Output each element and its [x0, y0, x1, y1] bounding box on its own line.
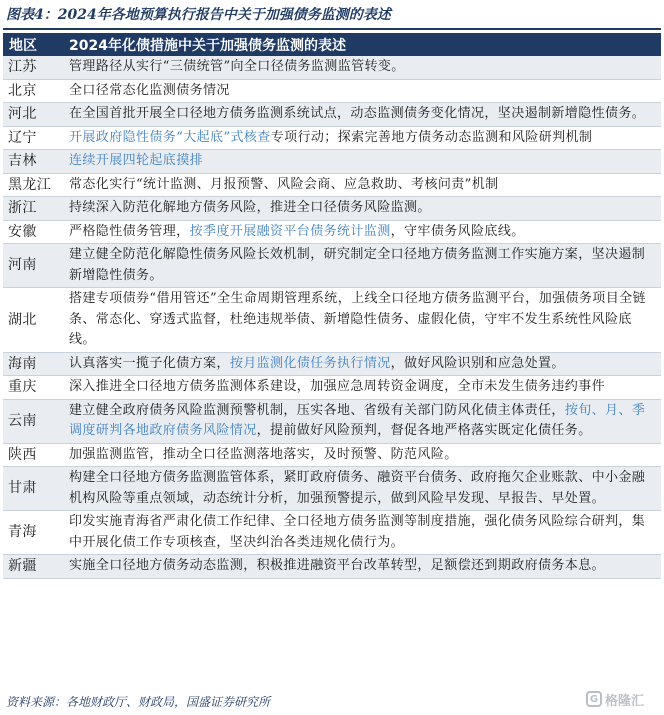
table-row	[3, 150, 661, 174]
region-cell: 河北	[3, 103, 63, 127]
region-cell: 北京	[3, 79, 63, 103]
statement-text: ，提前做好风险预判，督促各地严格落实既定化债任务。	[256, 423, 592, 438]
table-row	[3, 288, 661, 353]
statement-cell	[63, 467, 661, 511]
table-body	[3, 56, 661, 578]
statement-text: 全口径常态化监测债务情况	[69, 82, 230, 98]
table-row	[3, 555, 661, 579]
statement-cell	[63, 244, 661, 288]
header-region: 地区	[3, 33, 63, 56]
statement-text: 在全国首批开展全口径地方债务监测系统试点，动态监测债务变化情况，坚决遏制新增隐性债务。	[69, 106, 646, 121]
statement-cell	[63, 511, 661, 555]
statement-text: 专项行动；探索完善地方债务动态监测和风险研判机制	[270, 129, 593, 145]
region-cell: 新疆	[3, 555, 63, 579]
region-cell: 甘肃	[3, 467, 63, 511]
statement-text: 建立健全政府债务风险监测预警机制，压实各地、省级有关部门防风化债主体责任，	[69, 402, 565, 418]
statement-cell	[63, 288, 661, 353]
statement-cell	[63, 443, 661, 467]
statement-text: 认真落实一揽子化债方案，	[69, 355, 230, 371]
statement-text: 管理路径从实行“三债统管”向全口径债务监测监管转变。	[69, 59, 405, 74]
table-row	[3, 376, 661, 400]
region-cell: 湖北	[3, 288, 63, 353]
highlighted-text: 按月监测化债任务执行情况	[229, 355, 391, 371]
region-cell: 青海	[3, 511, 63, 555]
table-row	[3, 173, 661, 197]
statement-text: ，守牢债务风险底线。	[390, 223, 525, 239]
table-row	[3, 352, 661, 376]
statement-text: 严格隐性债务管理，	[69, 223, 190, 239]
table-header-row	[3, 33, 661, 56]
highlighted-text: 开展政府隐性债务“大起底”式核查	[69, 129, 271, 145]
table-row	[3, 56, 661, 79]
table-row	[3, 443, 661, 467]
watermark-logo-icon: G	[586, 691, 602, 707]
statement-cell	[63, 220, 661, 244]
table-row	[3, 197, 661, 221]
region-cell: 河南	[3, 244, 63, 288]
region-cell: 海南	[3, 352, 63, 376]
statement-text: 实施全口径地方债务动态监测，积极推进融资平台改革转型，足额偿还到期政府债务本息。	[69, 558, 606, 573]
statement-cell	[63, 150, 661, 174]
region-cell: 重庆	[3, 376, 63, 400]
region-cell: 江苏	[3, 56, 63, 79]
table-row	[3, 220, 661, 244]
statement-cell	[63, 399, 661, 443]
statement-cell	[63, 197, 661, 221]
title-divider	[3, 28, 661, 30]
figure-title: 图表4：2024年各地预算执行报告中关于加强债务监测的表述	[6, 7, 391, 23]
statement-text: 深入推进全口径地方债务监测体系建设，加强应急周转资金调度，全市未发生债务违约事件	[69, 379, 606, 394]
highlighted-text: 按季度开展融资平台债务统计监测	[189, 223, 391, 239]
region-cell: 吉林	[3, 150, 63, 174]
header-statement: 2024年化债措施中关于加强债务监测的表述	[63, 33, 661, 56]
table-row	[3, 511, 661, 555]
region-cell: 辽宁	[3, 126, 63, 150]
statement-text: 搭建专项债券“借用管还”全生命周期管理系统，上线全口径地方债务监测平台，加强债务项目全链条、常态化、穿透式监督，杜绝违规举债、新增隐性债务、虚假化债，守牢不发生系统性风险底线。	[69, 291, 646, 347]
statement-text: ，做好风险识别和应急处置。	[390, 355, 565, 371]
region-cell: 浙江	[3, 197, 63, 221]
table-row	[3, 399, 661, 443]
region-cell: 黑龙江	[3, 173, 63, 197]
region-cell: 陕西	[3, 443, 63, 467]
table-row	[3, 126, 661, 150]
watermark	[586, 688, 658, 710]
statement-cell	[63, 56, 661, 79]
statement-cell	[63, 126, 661, 150]
statement-cell	[63, 555, 661, 579]
watermark-text: 格隆汇	[605, 693, 645, 709]
statement-text: 加强监测监管，推动全口径监测落地落实，及时预警、防范风险。	[69, 446, 458, 462]
table-row	[3, 244, 661, 288]
statement-text: 持续深入防范化解地方债务风险，推进全口径债务风险监测。	[69, 200, 431, 215]
statement-cell	[63, 173, 661, 197]
region-cell: 云南	[3, 399, 63, 443]
source-note: 资料来源：各地财政厅、财政局，国盛证券研究所	[6, 695, 271, 709]
table-row	[3, 103, 661, 127]
statement-text: 印发实施青海省严肃化债工作纪律、全口径地方债务监测等制度措施，强化债务风险综合研判，集中开展化债工作专项核查，坚决纠治各类违规化债行为。	[69, 514, 646, 550]
region-cell: 安徽	[3, 220, 63, 244]
statement-text: 常态化实行“统计监测、月报预警、风险会商、应急救助、考核问责”机制	[69, 176, 499, 192]
statement-cell	[63, 376, 661, 400]
highlighted-text: 连续开展四轮起底摸排	[69, 153, 204, 168]
debt-monitoring-table	[3, 33, 661, 579]
statement-text: 建立健全防范化解隐性债务风险长效机制，研究制定全口径地方债务监测工作实施方案，坚决遏制新增隐性债务。	[69, 247, 646, 283]
statement-cell	[63, 103, 661, 127]
statement-cell	[63, 352, 661, 376]
statement-cell	[63, 79, 661, 103]
highlighted-text: 按旬、月、季调度研判各地政府债务风险情况	[69, 402, 646, 438]
table-row	[3, 79, 661, 103]
statement-text: 构建全口径地方债务监测监管体系，紧盯政府债务、融资平台债务、政府拖欠企业账款、中小金融机构风险等重点领域，动态统计分析，加强预警提示，做到风险早发现、早报告、早处置。	[69, 470, 646, 506]
table-row	[3, 467, 661, 511]
